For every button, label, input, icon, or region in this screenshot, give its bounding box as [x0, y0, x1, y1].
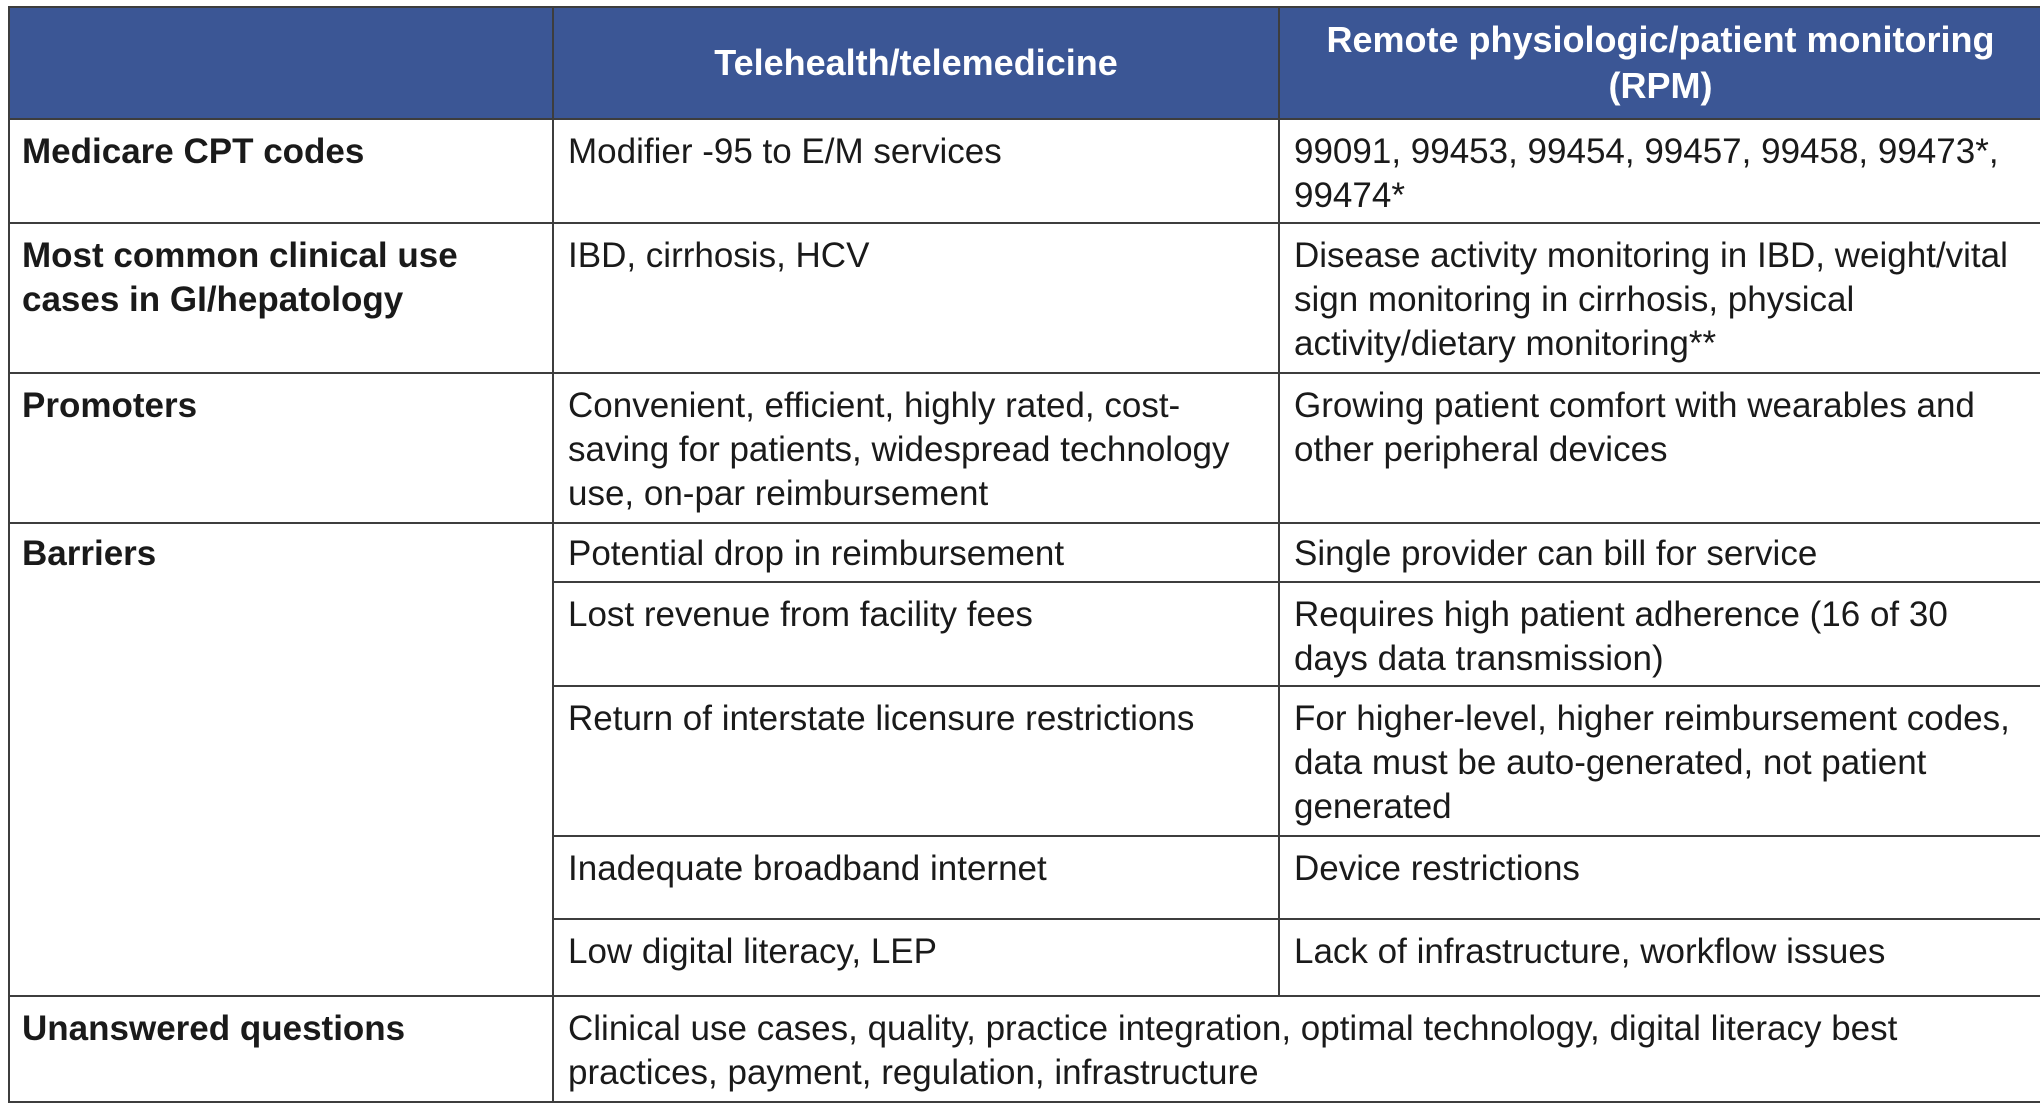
cell-use-cases-telehealth: IBD, cirrhosis, HCV — [553, 223, 1279, 373]
row-label-unanswered-questions: Unanswered questions — [9, 996, 553, 1102]
cell-promoters-rpm: Growing patient comfort with wearables and other peripheral devices — [1279, 373, 2040, 523]
cell-promoters-telehealth: Convenient, efficient, highly rated, cost-saving for patients, widespread technology use, on-par reimbursement — [553, 373, 1279, 523]
cell-barrier-5-rpm: Lack of infrastructure, workflow issues — [1279, 919, 2040, 996]
cell-cpt-rpm: 99091, 99453, 99454, 99457, 99458, 99473*, 99474* — [1279, 119, 2040, 223]
header-rpm: Remote physiologic/patient monitoring (RPM) — [1279, 7, 2040, 119]
cell-barrier-4-rpm: Device restrictions — [1279, 836, 2040, 919]
row-label-cpt-codes: Medicare CPT codes — [9, 119, 553, 223]
comparison-table — [8, 6, 2040, 1103]
cell-barrier-2-telehealth: Lost revenue from facility fees — [553, 582, 1279, 686]
row-promoters — [9, 373, 2040, 523]
cell-barrier-4-telehealth: Inadequate broadband internet — [553, 836, 1279, 919]
cell-barrier-2-rpm: Requires high patient adherence (16 of 30 days data transmission) — [1279, 582, 2040, 686]
row-use-cases — [9, 223, 2040, 373]
header-telehealth: Telehealth/telemedicine — [553, 7, 1279, 119]
cell-barrier-1-telehealth: Potential drop in reimbursement — [553, 523, 1279, 582]
cell-use-cases-rpm: Disease activity monitoring in IBD, weight/vital sign monitoring in cirrhosis, physical activity/dietary monitoring** — [1279, 223, 2040, 373]
header-row — [9, 7, 2040, 119]
row-unanswered-questions — [9, 996, 2040, 1102]
cell-barrier-1-rpm: Single provider can bill for service — [1279, 523, 2040, 582]
cell-barrier-5-telehealth: Low digital literacy, LEP — [553, 919, 1279, 996]
row-label-barriers: Barriers — [9, 523, 553, 996]
cell-cpt-telehealth: Modifier -95 to E/M services — [553, 119, 1279, 223]
cell-barrier-3-telehealth: Return of interstate licensure restrictions — [553, 686, 1279, 836]
header-empty-cell — [9, 7, 553, 119]
cell-unanswered-questions: Clinical use cases, quality, practice integration, optimal technology, digital literacy best practices, payment, regulation, infrastructure — [553, 996, 2040, 1102]
row-barrier-1 — [9, 523, 2040, 582]
row-label-promoters: Promoters — [9, 373, 553, 523]
cell-barrier-3-rpm: For higher-level, higher reimbursement codes, data must be auto-generated, not patient generated — [1279, 686, 2040, 836]
row-cpt-codes — [9, 119, 2040, 223]
row-label-use-cases: Most common clinical use cases in GI/hepatology — [9, 223, 553, 373]
